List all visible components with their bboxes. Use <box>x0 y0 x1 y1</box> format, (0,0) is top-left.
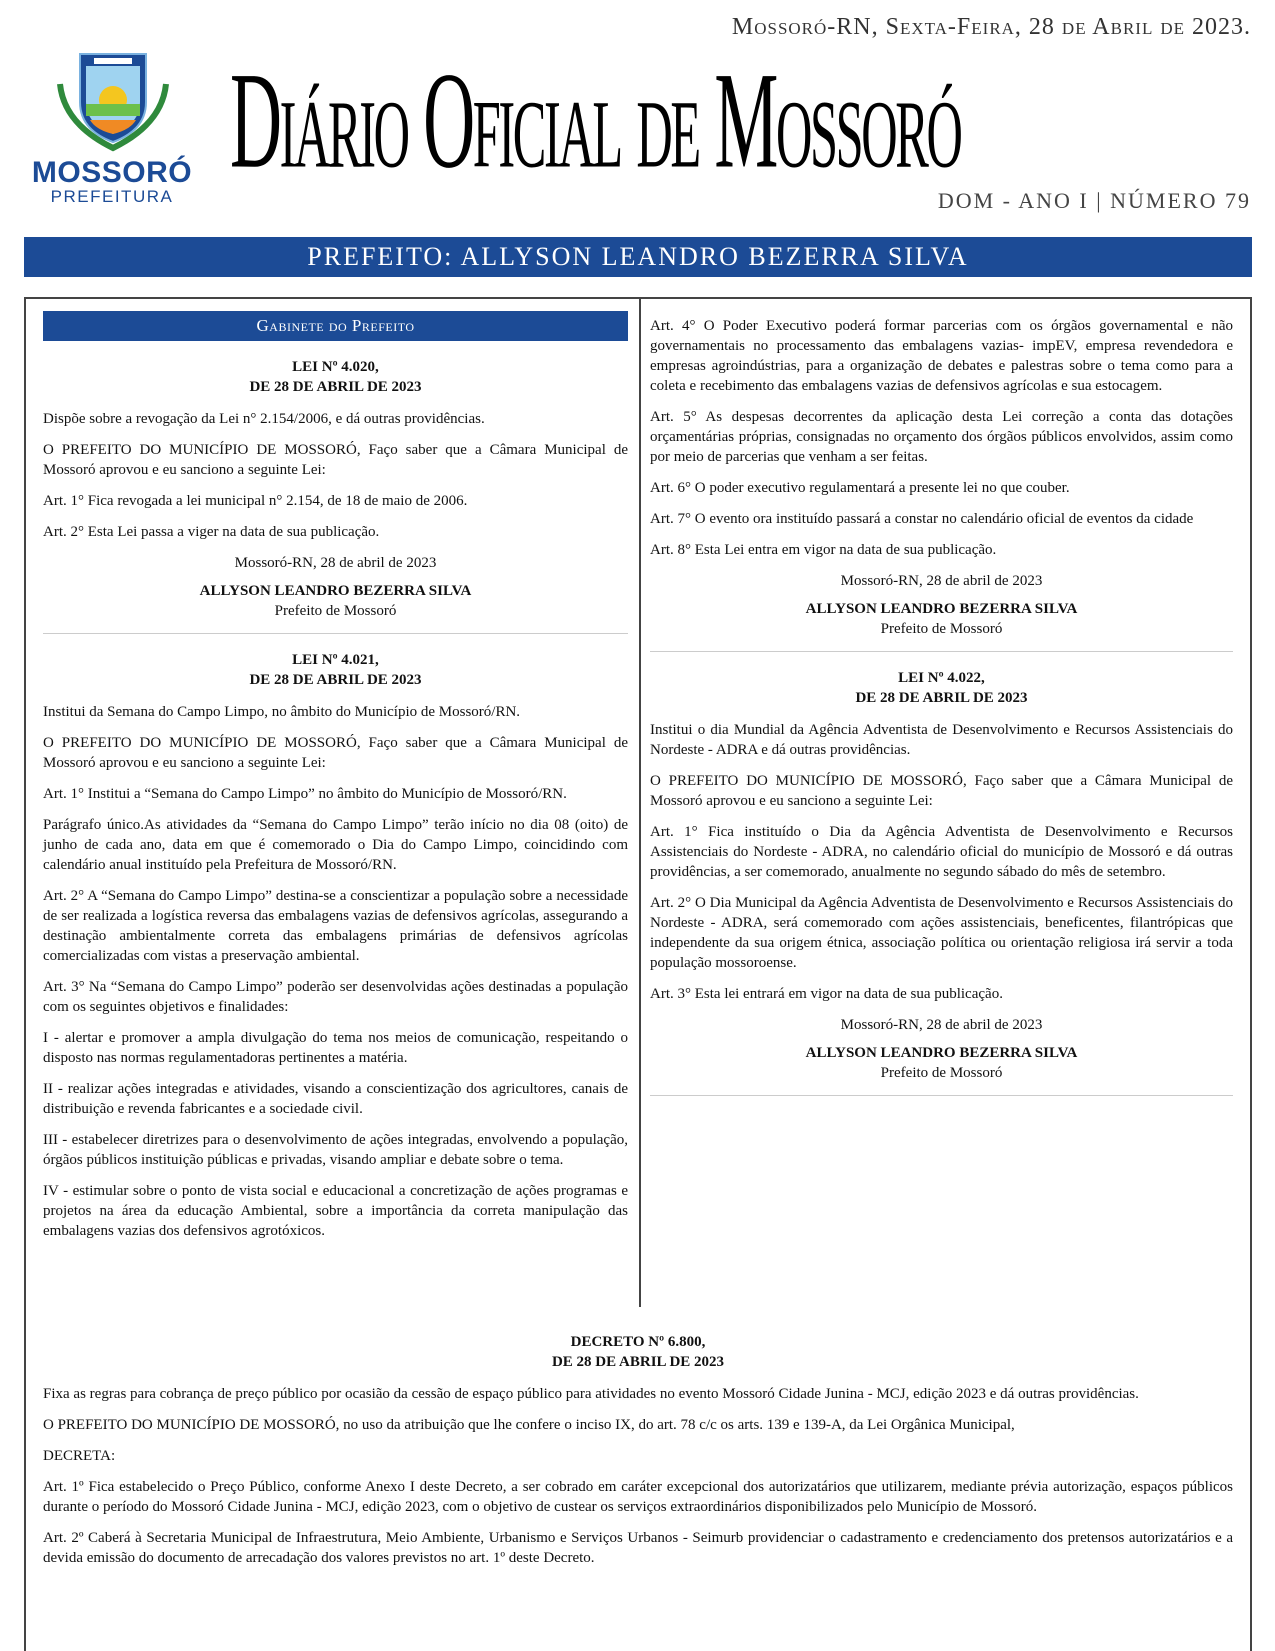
law-number: LEI Nº 4.021, <box>292 652 379 668</box>
divider <box>650 651 1233 652</box>
law-summary: Institui o dia Mundial da Agência Adventista de Desenvolvimento e Recursos Assistenciais do Nordeste - ADRA e dá outras providências. <box>650 722 1233 758</box>
masthead-title: Diário Oficial de Mossoró <box>230 43 961 197</box>
left-column <box>43 311 628 1252</box>
signature-name: ALLYSON LEANDRO BEZERRA SILVA <box>199 583 472 599</box>
law-intro: O PREFEITO DO MUNICÍPIO DE MOSSORÓ, Faço saber que a Câmara Municipal de Mossoró aprovou e eu sanciono a seguinte Lei: <box>650 773 1233 809</box>
law-number: LEI Nº 4.020, <box>292 359 379 375</box>
paragraph: Parágrafo único.As atividades da “Semana do Campo Limpo” terão início no dia 08 (oito) de junho de cada ano, data em que é comemorado o Dia do Campo Limpo, coincidindo com calendário anual instituído pela Prefeitura de Mossoró/RN. <box>43 817 628 873</box>
decree-title <box>43 1332 1233 1372</box>
article: Art. 4° O Poder Executivo poderá formar parcerias com os órgãos governamental e não governamentais no processamento das embalagens vazias- impEV, empresa revendedora e empresas agroindústrias, para a organização de debates e palestras sobre o tema como para a coleta e recebimento das embalagens vazias de defensivos agrícolas e sua estocagem. <box>650 318 1233 394</box>
signature-place: Mossoró-RN, 28 de abril de 2023 <box>840 1017 1043 1033</box>
decree-section <box>43 1332 1233 1579</box>
dateline: Mossoró-RN, Sexta-Feira, 28 de Abril de 2023. <box>731 14 1251 40</box>
signature-name: ALLYSON LEANDRO BEZERRA SILVA <box>805 1045 1078 1061</box>
article: Art. 1° Fica revogada a lei municipal n° 2.154, de 18 de maio de 2006. <box>43 493 468 509</box>
decree-number: DECRETO Nº 6.800, <box>570 1334 706 1350</box>
right-column <box>650 316 1233 1112</box>
column-divider <box>639 299 641 1307</box>
decree-summary: Fixa as regras para cobrança de preço público por ocasião da cessão de espaço público para atividades no evento Mossoró Cidade Junina - MCJ, edição 2023 e dá outras providências. <box>43 1386 1139 1402</box>
article: Art. 3° Na “Semana do Campo Limpo” poderão ser desenvolvidas ações destinadas a população com os seguintes objetivos e finalidades: <box>43 979 628 1015</box>
law-date: DE 28 DE ABRIL DE 2023 <box>249 672 422 688</box>
signature-role: Prefeito de Mossoró <box>880 621 1003 637</box>
law-date: DE 28 DE ABRIL DE 2023 <box>855 690 1028 706</box>
law-4020-title <box>43 357 628 397</box>
city-coat-of-arms-icon <box>50 44 176 154</box>
article: Art. 6° O poder executivo regulamentará a presente lei no que couber. <box>650 480 1070 496</box>
law-4021-title <box>43 650 628 690</box>
law-summary: Dispõe sobre a revogação da Lei n° 2.154/2006, e dá outras providências. <box>43 411 485 427</box>
article: Art. 8° Esta Lei entra em vigor na data de sua publicação. <box>650 542 997 558</box>
article: Art. 3° Esta lei entrará em vigor na data de sua publicação. <box>650 986 1003 1002</box>
inciso: IV - estimular sobre o ponto de vista social e educacional a concretização de ações programas e projetos na área da educação Ambiental, sobre a importância da correta manipulação das embalagens vazias dos defensivos agrotóxicos. <box>43 1183 628 1239</box>
article: Art. 7° O evento ora instituído passará a constar no calendário oficial de eventos da cidade <box>650 511 1194 527</box>
article: Art. 1° Institui a “Semana do Campo Limpo” no âmbito do Município de Mossoró/RN. <box>43 786 567 802</box>
article: Art. 2º Caberá à Secretaria Municipal de Infraestrutura, Meio Ambiente, Urbanismo e Serviços Urbanos - Seimurb providenciar o cadastramento e credenciamento dos pretensos autorizatários e a devida emissão do documento de arrecadação dos valores previstos no art. 1º deste Decreto. <box>43 1530 1233 1566</box>
law-intro: O PREFEITO DO MUNICÍPIO DE MOSSORÓ, Faço saber que a Câmara Municipal de Mossoró aprovou e eu sanciono a seguinte Lei: <box>43 735 628 771</box>
article: Art. 1° Fica instituído o Dia da Agência Adventista de Desenvolvimento e Recursos Assistenciais do Nordeste - ADRA, no calendário oficial do município de Mossoró e dá outras providências, a ser comemorado, anualmente no segundo sábado do mês de setembro. <box>650 824 1233 880</box>
signature-place: Mossoró-RN, 28 de abril de 2023 <box>234 555 437 571</box>
decree-date: DE 28 DE ABRIL DE 2023 <box>551 1354 725 1370</box>
article: Art. 2° O Dia Municipal da Agência Adventista de Desenvolvimento e Recursos Assistenciais do Nordeste - ADRA, será comemorado com ações assistenciais, beneficentes, filantrópicas que independente da sua origem étnica, associação política ou orientação religiosa irá servir a toda população mossoroense. <box>650 895 1233 971</box>
section-header: Gabinete do Prefeito <box>43 311 628 341</box>
article: Art. 2° Esta Lei passa a viger na data de sua publicação. <box>43 524 380 540</box>
law-summary: Institui da Semana do Campo Limpo, no âmbito do Município de Mossoró/RN. <box>43 704 521 720</box>
issue-number: DOM - ANO I | NÚMERO 79 <box>937 188 1251 213</box>
law-number: LEI Nº 4.022, <box>898 670 985 686</box>
decree-decreta: DECRETA: <box>43 1448 116 1464</box>
decree-intro: O PREFEITO DO MUNICÍPIO DE MOSSORÓ, no uso da atribuição que lhe confere o inciso IX, do art. 78 c/c os arts. 139 e 139-A, da Lei Orgânica Municipal, <box>43 1417 1015 1433</box>
signature-role: Prefeito de Mossoró <box>274 603 397 619</box>
inciso: I - alertar e promover a ampla divulgação do tema nos meios de comunicação, respeitando o disposto nas normas regulamentadoras pertinentes a matéria. <box>43 1030 628 1066</box>
divider <box>650 1095 1233 1096</box>
inciso: II - realizar ações integradas e atividades, visando a conscientização dos agricultores, canais de distribuição e revenda fabricantes e a sociedade civil. <box>43 1081 628 1117</box>
signature-name: ALLYSON LEANDRO BEZERRA SILVA <box>805 601 1078 617</box>
article: Art. 1º Fica estabelecido o Preço Público, conforme Anexo I deste Decreto, a ser cobrado em caráter excepcional dos autorizatários que utilizarem, mediante prévia autorização, espaços públicos durante o período do Mossoró Cidade Junina - MCJ, edição 2023, com o objetivo de custear os serviços extraordinários disponibilizados pelo Município de Mossoró. <box>43 1479 1233 1515</box>
logo-subtitle: PREFEITURA <box>50 187 174 206</box>
article: Art. 2° A “Semana do Campo Limpo” destina-se a conscientizar a população sobre a necessidade de ser realizada a logística reversa das embalagens vazias de defensivos agrícolas, assegurando a destinação ambientalmente correta das embalagens primárias de defensivos agrícolas comercializadas com vistas a preservação ambiental. <box>43 888 628 964</box>
divider <box>43 633 628 634</box>
article: Art. 5° As despesas decorrentes da aplicação desta Lei correção a conta das dotações orçamentárias próprias, consignadas no orçamento dos órgãos públicos envolvidos, assim como por meio de parcerias que venham a ser feitas. <box>650 409 1233 465</box>
city-logo <box>22 44 202 204</box>
law-intro: O PREFEITO DO MUNICÍPIO DE MOSSORÓ, Faço saber que a Câmara Municipal de Mossoró aprovou e eu sanciono a seguinte Lei: <box>43 442 628 478</box>
mayor-banner: PREFEITO: ALLYSON LEANDRO BEZERRA SILVA <box>24 237 1252 277</box>
law-4022-title <box>650 668 1233 708</box>
signature-role: Prefeito de Mossoró <box>880 1065 1003 1081</box>
signature-place: Mossoró-RN, 28 de abril de 2023 <box>840 573 1043 589</box>
inciso: III - estabelecer diretrizes para o desenvolvimento de ações integradas, envolvendo a população, órgãos públicos instituição públicas e privadas, visando ampliar e debate sobre o tema. <box>43 1132 628 1168</box>
logo-name: MOSSORÓ <box>31 156 193 189</box>
law-date: DE 28 DE ABRIL DE 2023 <box>249 379 422 395</box>
